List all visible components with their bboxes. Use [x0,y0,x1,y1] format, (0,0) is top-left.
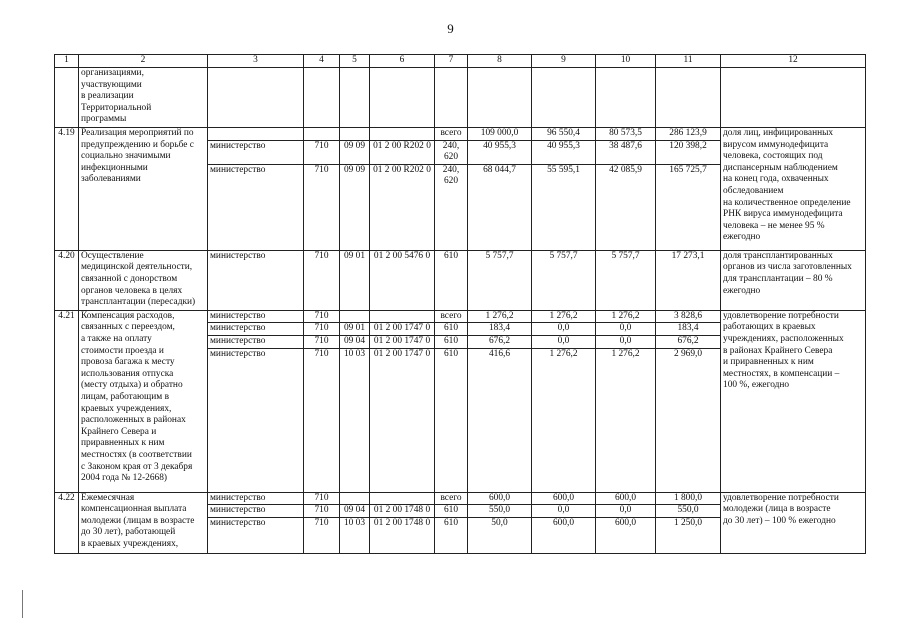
grbs: 710 [304,164,340,250]
grbs [304,128,340,141]
result-line: человека, состоящих под [723,151,823,162]
executor: министерство [208,505,304,518]
vr: 610 [435,323,468,336]
rzpr: 09 01 [340,323,370,336]
executor: министерство [208,335,304,348]
csr: 01 2 00 1747 0 [370,323,435,336]
result-line: 100 %, ежегодно [723,380,790,391]
year2: 5 757,7 [532,250,596,310]
header-cell: 1 [55,55,79,68]
cell [304,68,340,128]
name-line: Компенсация расходов, [81,310,175,321]
result-line: удовлетворение потребности [723,492,839,503]
name-line: компенсационная выплата [81,504,187,515]
vr: 610 [435,335,468,348]
year2: 0,0 [532,505,596,518]
vr: всего [435,310,468,323]
vr: 610 [435,505,468,518]
row-number: 4.21 [55,310,79,492]
rzpr: 10 03 [340,517,370,553]
csr [370,492,435,505]
row-name [79,68,208,128]
result-line: человека – не менее 95 % [723,220,825,231]
rzpr: 09 09 [340,140,370,164]
scan-edge-mark [22,590,23,618]
year1: 183,4 [468,323,532,336]
cell [468,68,532,128]
year1: 600,0 [468,492,532,505]
row-number: 4.22 [55,492,79,553]
grbs: 710 [304,517,340,553]
year3: 0,0 [596,335,656,348]
year2: 55 595,1 [532,164,596,250]
executor: министерство [208,517,304,553]
name-line: Осуществление [81,250,144,261]
total: 3 828,6 [656,310,721,323]
name-line: Ежемесячная [81,492,135,503]
name-line: медицинской деятельности, [81,262,193,273]
cell [340,68,370,128]
year1: 40 955,3 [468,140,532,164]
rzpr: 09 04 [340,505,370,518]
name-line: краевых учреждениях, [81,403,172,414]
name-line: организациями, [81,68,144,78]
vr: всего [435,128,468,141]
name-line: стоимости проезда и [81,345,164,356]
cell [596,68,656,128]
result-line: органов из числа заготовленных [723,262,852,273]
header-cell: 8 [468,55,532,68]
table-row [55,492,866,505]
executor: министерство [208,348,304,492]
name-line: трансплантации (пересадки) [81,297,196,308]
name-line: программы [81,114,127,125]
result-line: диспансерным наблюдением [723,162,838,173]
year1: 676,2 [468,335,532,348]
header-cell: 3 [208,55,304,68]
csr: 01 2 00 R202 0 [370,164,435,250]
cell [370,68,435,128]
rzpr [340,128,370,141]
total: 286 123,9 [656,128,721,141]
result [721,250,866,310]
result-line: вирусом иммунодефицита [723,139,829,150]
year2: 0,0 [532,323,596,336]
year3: 0,0 [596,505,656,518]
name-line: социально значимыми [81,151,171,162]
total: 2 969,0 [656,348,721,492]
name-line: в реализации [81,91,134,102]
result-line: ежегодно [723,285,761,296]
csr: 01 2 00 1747 0 [370,348,435,492]
result-line: на количественное определение [723,197,851,208]
result-line: местностях, в компенсации – [723,368,840,379]
rzpr: 10 03 [340,348,370,492]
header-cell: 6 [370,55,435,68]
result [721,310,866,492]
row-name [79,250,208,310]
header-cell: 5 [340,55,370,68]
csr: 01 2 00 1748 0 [370,505,435,518]
rzpr: 09 01 [340,250,370,310]
result-line: до 30 лет) – 100 % ежегодно [723,515,836,526]
name-line: местностях (в соответствии [81,449,192,460]
table-row [55,250,866,310]
grbs: 710 [304,335,340,348]
rzpr: 09 09 [340,164,370,250]
year1: 416,6 [468,348,532,492]
cell [721,68,866,128]
total: 1 800,0 [656,492,721,505]
grbs: 710 [304,492,340,505]
year3: 600,0 [596,517,656,553]
cell [532,68,596,128]
executor [208,128,304,141]
vr: всего [435,492,468,505]
year1: 550,0 [468,505,532,518]
rzpr [340,492,370,505]
result-line: доля лиц, инфицированных [723,128,834,138]
row-number [55,68,79,128]
grbs: 710 [304,505,340,518]
name-line: органов человека в целях [81,285,183,296]
cell [656,68,721,128]
year2: 600,0 [532,517,596,553]
name-line: расположенных в районах [81,415,186,426]
result [721,492,866,553]
name-line: с Законом края от 3 декабря [81,461,193,472]
result-line: и приравненных к ним [723,357,814,368]
year3: 42 085,9 [596,164,656,250]
total: 183,4 [656,323,721,336]
rzpr [340,310,370,323]
name-line: связанной с донорством [81,273,178,284]
year2: 96 550,4 [532,128,596,141]
total: 165 725,7 [656,164,721,250]
year3: 5 757,7 [596,250,656,310]
header-row [55,55,866,68]
vr: 610 [435,250,468,310]
name-line: Крайнего Севера и [81,426,157,437]
total: 550,0 [656,505,721,518]
year3: 1 276,2 [596,310,656,323]
result-line: удовлетворение потребности [723,310,839,321]
name-line: (месту отдыха) и обратно [81,380,183,391]
executor: министерство [208,323,304,336]
row-number: 4.19 [55,128,79,251]
executor: министерство [208,492,304,505]
executor: министерство [208,140,304,164]
table-row [55,310,866,323]
name-line: провоза багажа к месту [81,357,175,368]
result-line: учреждениях, расположенных [723,333,844,344]
name-line: лицам, работающим в [81,391,169,402]
executor: министерство [208,164,304,250]
header-cell: 11 [656,55,721,68]
grbs: 710 [304,310,340,323]
name-line: до 30 лет), работающей [81,527,176,538]
name-line: 2004 года № 12-2668) [81,473,168,484]
name-line: использования отпуска [81,368,174,379]
vr: 610 [435,517,468,553]
executor: министерство [208,310,304,323]
total: 1 250,0 [656,517,721,553]
csr: 01 2 00 1747 0 [370,335,435,348]
year3: 600,0 [596,492,656,505]
grbs: 710 [304,323,340,336]
header-cell: 4 [304,55,340,68]
row-name [79,128,208,251]
total: 676,2 [656,335,721,348]
grbs: 710 [304,140,340,164]
vr: 610 [435,348,468,492]
csr [370,310,435,323]
header-cell: 12 [721,55,866,68]
result [721,128,866,251]
result-line: на конец года, охваченных [723,174,829,185]
name-line: предупреждению и борьбе с [81,139,194,150]
name-line: Реализация мероприятий по [81,128,194,138]
name-line: а также на оплату [81,333,152,344]
year1: 50,0 [468,517,532,553]
result-line: в районах Крайнего Севера [723,345,833,356]
grbs: 710 [304,250,340,310]
year1: 5 757,7 [468,250,532,310]
year2: 1 276,2 [532,310,596,323]
name-line: Территориальной [81,102,152,113]
result-line: ежегодно [723,232,761,243]
year1: 68 044,7 [468,164,532,250]
year2: 40 955,3 [532,140,596,164]
total: 17 273,1 [656,250,721,310]
executor: министерство [208,250,304,310]
result-line: обследованием [723,185,784,196]
year3: 80 573,5 [596,128,656,141]
year1: 109 000,0 [468,128,532,141]
year3: 0,0 [596,323,656,336]
header-cell: 9 [532,55,596,68]
year3: 1 276,2 [596,348,656,492]
year2: 0,0 [532,335,596,348]
name-line: молодежи (лицам в возрасте [81,515,195,526]
program-table [54,54,866,554]
row-number: 4.20 [55,250,79,310]
header-cell: 10 [596,55,656,68]
name-line: приравненных к ним [81,438,165,449]
page-number: 9 [447,21,454,36]
row-name [79,492,208,553]
table-row [55,68,866,128]
year3: 38 487,6 [596,140,656,164]
table-row [55,128,866,141]
header-cell: 7 [435,55,468,68]
grbs: 710 [304,348,340,492]
header-cell: 2 [79,55,208,68]
csr: 01 2 00 5476 0 [370,250,435,310]
result-line: для трансплантации – 80 % [723,273,833,284]
vr: 240, 620 [435,140,468,164]
cell [435,68,468,128]
rzpr: 09 04 [340,335,370,348]
result-line: молодежи (лица в возрасте [723,504,831,515]
csr: 01 2 00 R202 0 [370,140,435,164]
name-line: инфекционными [81,162,148,173]
result-line: работающих в краевых [723,322,816,333]
year2: 1 276,2 [532,348,596,492]
cell [208,68,304,128]
name-line: заболеваниями [81,174,141,185]
result-line: РНК вируса иммунодефицита [723,209,843,220]
csr: 01 2 00 1748 0 [370,517,435,553]
name-line: связанных с переездом, [81,322,175,333]
row-name [79,310,208,492]
csr [370,128,435,141]
name-line: в краевых учреждениях, [81,538,179,549]
vr: 240, 620 [435,164,468,250]
result-line: доля трансплантированных [723,250,833,261]
total: 120 398,2 [656,140,721,164]
name-line: участвующими [81,79,142,90]
year1: 1 276,2 [468,310,532,323]
year2: 600,0 [532,492,596,505]
